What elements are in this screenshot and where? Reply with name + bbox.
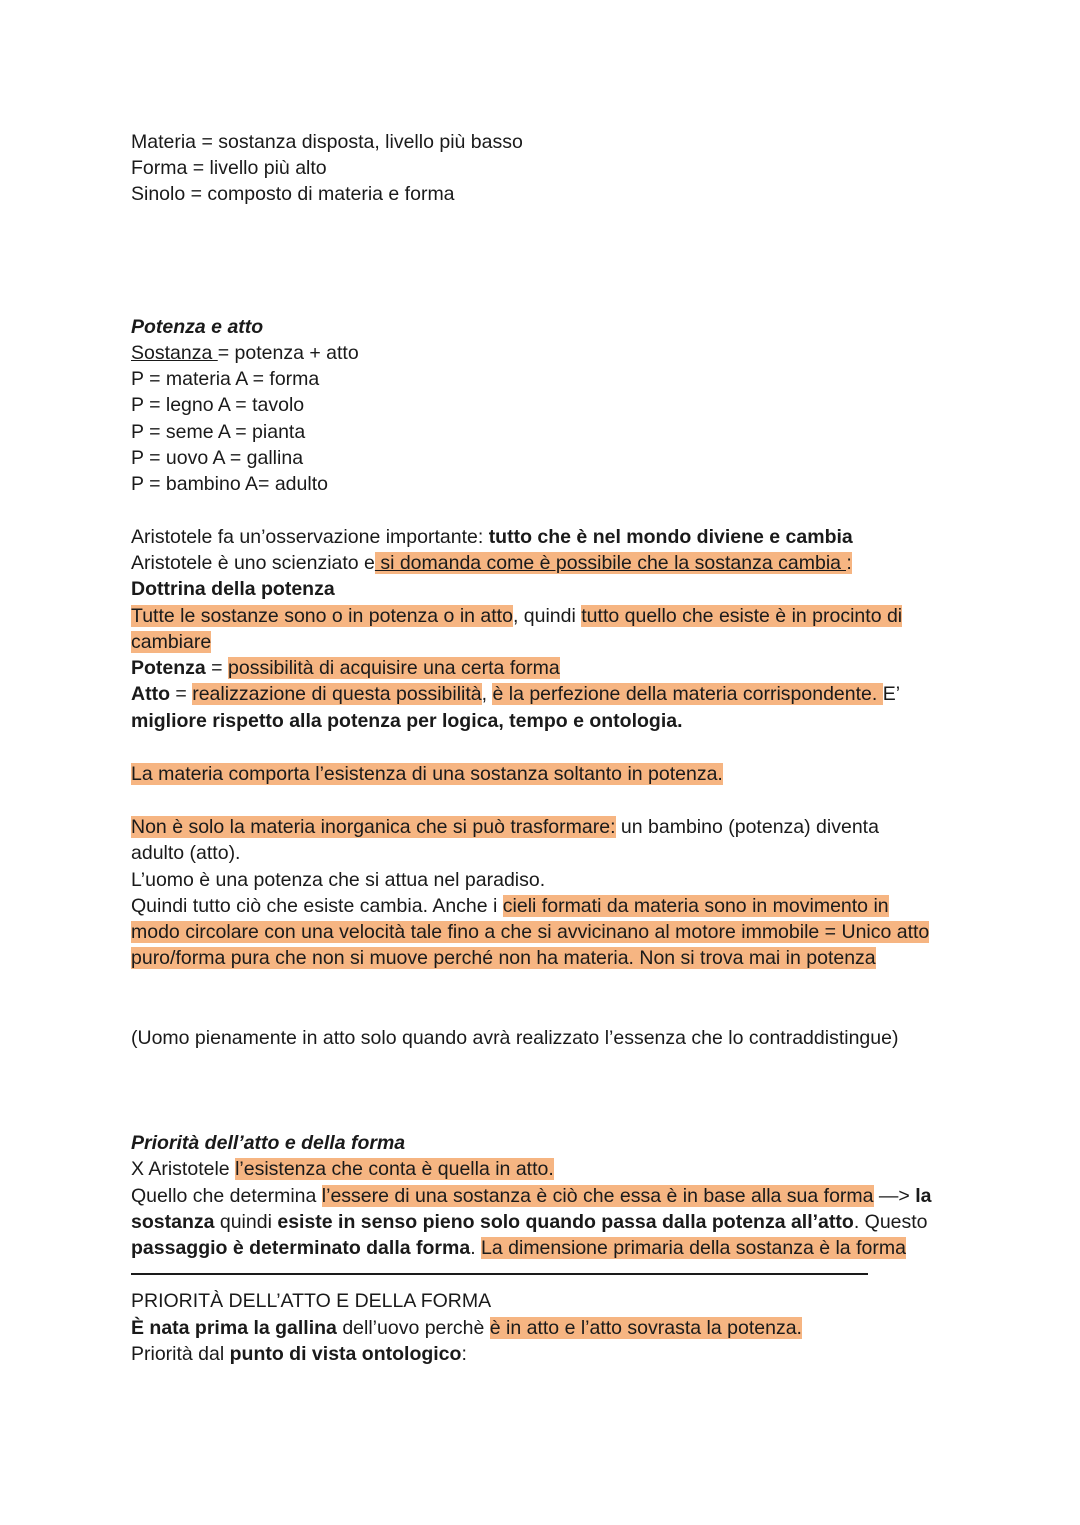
quindi-text: Quindi tutto ciò che esiste cambia. Anche i xyxy=(131,895,503,917)
cambiare-hl: cambiare xyxy=(131,631,212,653)
quindi-line xyxy=(131,893,889,919)
obs-bold: tutto che è nel mondo diviene e cambia xyxy=(488,526,853,548)
tutte-hl-2: tutto quello che esiste è in procinto di xyxy=(581,605,903,627)
materia-hl: La materia comporta l’esistenza di una sostanza soltanto in potenza. xyxy=(131,763,723,785)
pair-line: P = materia A = forma xyxy=(131,368,320,390)
sostanza-questo: . Questo xyxy=(853,1211,928,1233)
pair-line: P = seme A = pianta xyxy=(131,421,306,443)
quello-text: Quello che determina xyxy=(131,1185,322,1207)
pair-line: P = uovo A = gallina xyxy=(131,447,304,469)
horizontal-rule xyxy=(131,1273,868,1275)
passaggio-dot: . xyxy=(470,1237,482,1259)
uomo-line: L’uomo è una potenza che si attua nel paradiso. xyxy=(131,869,546,891)
x-hl: l’esistenza che conta è quella in atto. xyxy=(235,1158,554,1180)
sostanza-bold: sostanza xyxy=(131,1211,215,1233)
quello-arrow: —> xyxy=(873,1185,916,1207)
potenza-eq: = xyxy=(205,657,228,679)
passaggio-line xyxy=(131,1235,906,1261)
ontologico-bold: punto di vista ontologico xyxy=(229,1343,462,1365)
sci-highlight: si domanda come è possibile che la sostanza cambia xyxy=(374,552,847,574)
atto-eq: = xyxy=(169,683,193,705)
puro-hl: puro/forma pura che non si muove perché non ha materia. Non si trova mai in potenza xyxy=(131,947,876,969)
observation-line xyxy=(131,524,853,550)
sostanza-rest: = potenza + atto xyxy=(217,342,359,364)
quello-la: la xyxy=(915,1185,932,1207)
sci-colon: : xyxy=(846,552,852,574)
section-title-potenza: Potenza e atto xyxy=(131,316,264,338)
def-sinolo: Sinolo = composto di materia e forma xyxy=(131,183,455,205)
tutte-text: , quindi xyxy=(512,605,582,627)
sostanza-esiste: esiste in senso pieno solo quando passa dalla potenza all’atto xyxy=(277,1211,854,1233)
heading-caps: PRIORITÀ DELL’ATTO E DELLA FORMA xyxy=(131,1290,492,1312)
puro-line xyxy=(131,945,876,971)
potenza-label: Potenza xyxy=(131,657,206,679)
atto-def-1: realizzazione di questa possibilità xyxy=(192,683,482,705)
atto-def-2: è la perfezione della materia corrispondente. xyxy=(492,683,883,705)
scientist-line xyxy=(131,550,852,576)
gallina-line xyxy=(131,1315,802,1341)
quello-line xyxy=(131,1183,932,1209)
sostanza-word: Sostanza xyxy=(131,342,218,364)
tutte-hl-1: Tutte le sostanze sono o in potenza o in atto xyxy=(131,605,513,627)
tutte-line xyxy=(131,603,902,629)
pair-line: P = bambino A= adulto xyxy=(131,473,328,495)
sostanza-line xyxy=(131,340,359,366)
non-solo-line xyxy=(131,814,879,840)
cambiare-line xyxy=(131,629,211,655)
quello-hl: l’essere di una sostanza è ciò che essa è in base alla sua forma xyxy=(321,1185,874,1207)
adulto-line: adulto (atto). xyxy=(131,842,241,864)
migliore-line: migliore rispetto alla potenza per logica, tempo e ontologia. xyxy=(131,710,683,732)
parenthetical-note: (Uomo pienamente in atto solo quando avrà realizzato l’essenza che lo contraddistingue) xyxy=(131,1027,899,1049)
def-materia: Materia = sostanza disposta, livello più basso xyxy=(131,131,523,153)
gallina-hl: è in atto e l’atto sovrasta la potenza. xyxy=(489,1317,802,1339)
gallina-text: dell’uovo perchè xyxy=(336,1317,490,1339)
def-forma: Forma = livello più alto xyxy=(131,157,327,179)
ontologico-text: Priorità dal xyxy=(131,1343,230,1365)
quindi-hl: cieli formati da materia sono in movimento in xyxy=(502,895,889,917)
atto-comma: , xyxy=(481,683,493,705)
passaggio-bold: passaggio è determinato dalla forma xyxy=(131,1237,471,1259)
sostanza-pieno-line xyxy=(131,1209,928,1235)
x-text: X Aristotele xyxy=(131,1158,236,1180)
section-title-priorita: Priorità dell’atto e della forma xyxy=(131,1132,406,1154)
modo-line xyxy=(131,919,929,945)
ontologico-colon: : xyxy=(461,1343,467,1365)
ontologico-line xyxy=(131,1341,467,1367)
potenza-def-line xyxy=(131,655,560,681)
x-aristotele-line xyxy=(131,1156,554,1182)
potenza-def: possibilità di acquisire una certa forma xyxy=(228,657,560,679)
gallina-bold: È nata prima la gallina xyxy=(131,1317,337,1339)
atto-e: E’ xyxy=(882,683,901,705)
modo-hl: modo circolare con una velocità tale fino a che si avvicinano al motore immobile = Unico atto xyxy=(131,921,930,943)
atto-def-line xyxy=(131,681,900,707)
atto-label: Atto xyxy=(131,683,170,705)
passaggio-hl: La dimensione primaria della sostanza è la forma xyxy=(481,1237,906,1259)
non-solo-hl: Non è solo la materia inorganica che si può trasformare: xyxy=(131,816,616,838)
dottrina-heading: Dottrina della potenza xyxy=(131,578,335,600)
obs-text: Aristotele fa un’osservazione importante: xyxy=(131,526,489,548)
non-solo-text: un bambino (potenza) diventa xyxy=(615,816,879,838)
materia-line xyxy=(131,761,723,787)
sci-text: Aristotele è uno scienziato e xyxy=(131,552,375,574)
sostanza-quindi: quindi xyxy=(214,1211,278,1233)
pair-line: P = legno A = tavolo xyxy=(131,394,305,416)
